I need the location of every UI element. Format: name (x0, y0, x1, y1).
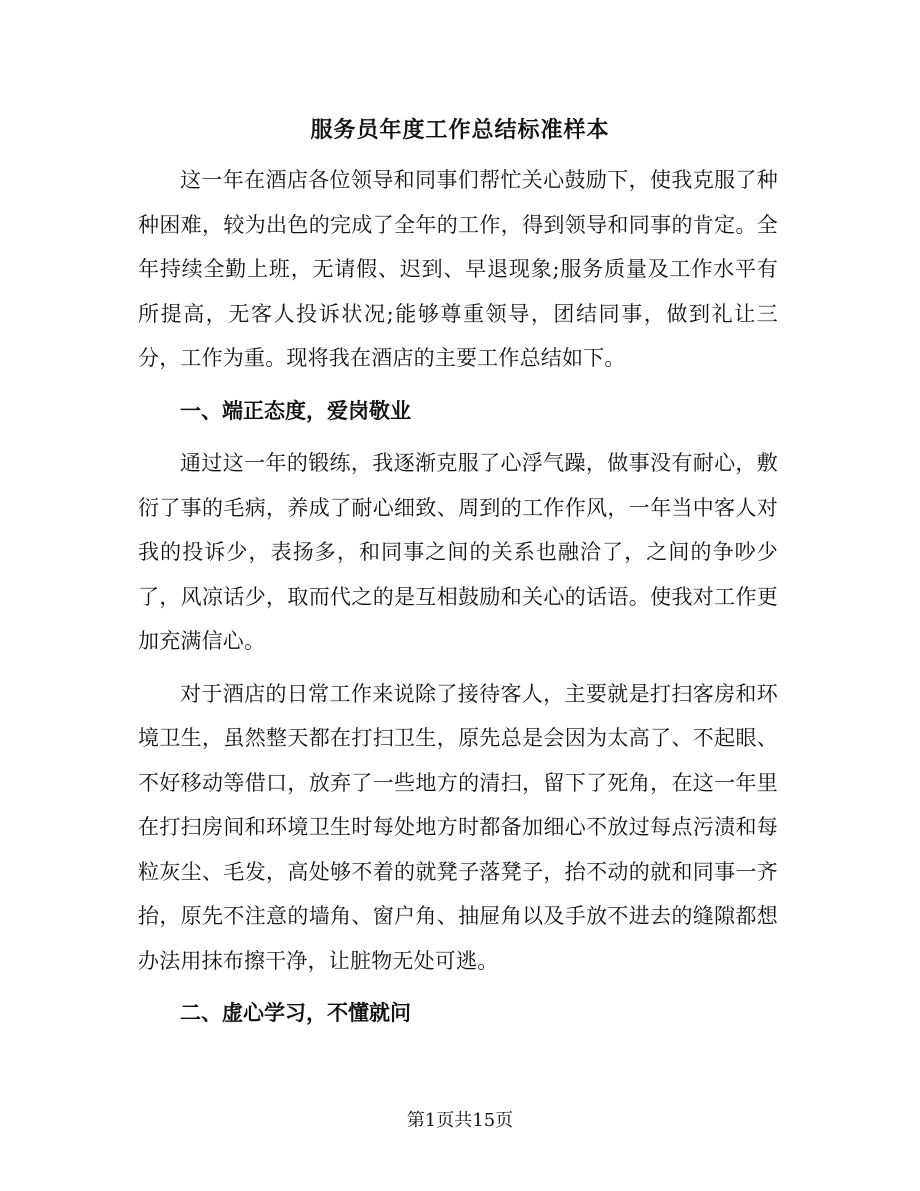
section1-paragraph-2: 对于酒店的日常工作来说除了接待客人，主要就是打扫客房和环境卫生，虽然整天都在打扫卫生，原先总是会因为太高了、不起眼、不好移动等借口，放弃了一些地方的清扫，留下了死角，在这一年里在打扫房间和环境卫生时每处地方时都备加细心不放过每点污渍和每粒灰尘、毛发，高处够不着的就凳子落凳子，抬不动的就和同事一齐抬，原先不注意的墙角、窗户角、抽屉角以及手放不进去的缝隙都想办法用抹布擦干净，让脏物无处可逃。 (138, 681, 778, 973)
intro-paragraph: 这一年在酒店各位领导和同事们帮忙关心鼓励下，使我克服了种种困难，较为出色的完成了全年的工作，得到领导和同事的肯定。全年持续全勤上班，无请假、迟到、早退现象;服务质量及工作水平有所提高，无客人投诉状况;能够尊重领导，团结同事，做到礼让三分，工作为重。现将我在酒店的主要工作总结如下。 (138, 168, 778, 370)
document-body (138, 158, 778, 1044)
page-number-footer: 第1页共15页 (406, 1110, 514, 1131)
section1-paragraph-1: 通过这一年的锻练，我逐渐克服了心浮气躁，做事没有耐心，敷衍了事的毛病，养成了耐心细致、周到的工作作风，一年当中客人对我的投诉少，表扬多，和同事之间的关系也融洽了，之间的争吵少了，风凉话少，取而代之的是互相鼓励和关心的话语。使我对工作更加充满信心。 (138, 451, 778, 653)
section-heading-2: 二、虚心学习，不懂就问 (180, 1000, 411, 1025)
section-heading-1: 一、端正态度，爱岗敬业 (180, 397, 411, 423)
document-title: 服务员年度工作总结标准样本 (310, 117, 610, 143)
